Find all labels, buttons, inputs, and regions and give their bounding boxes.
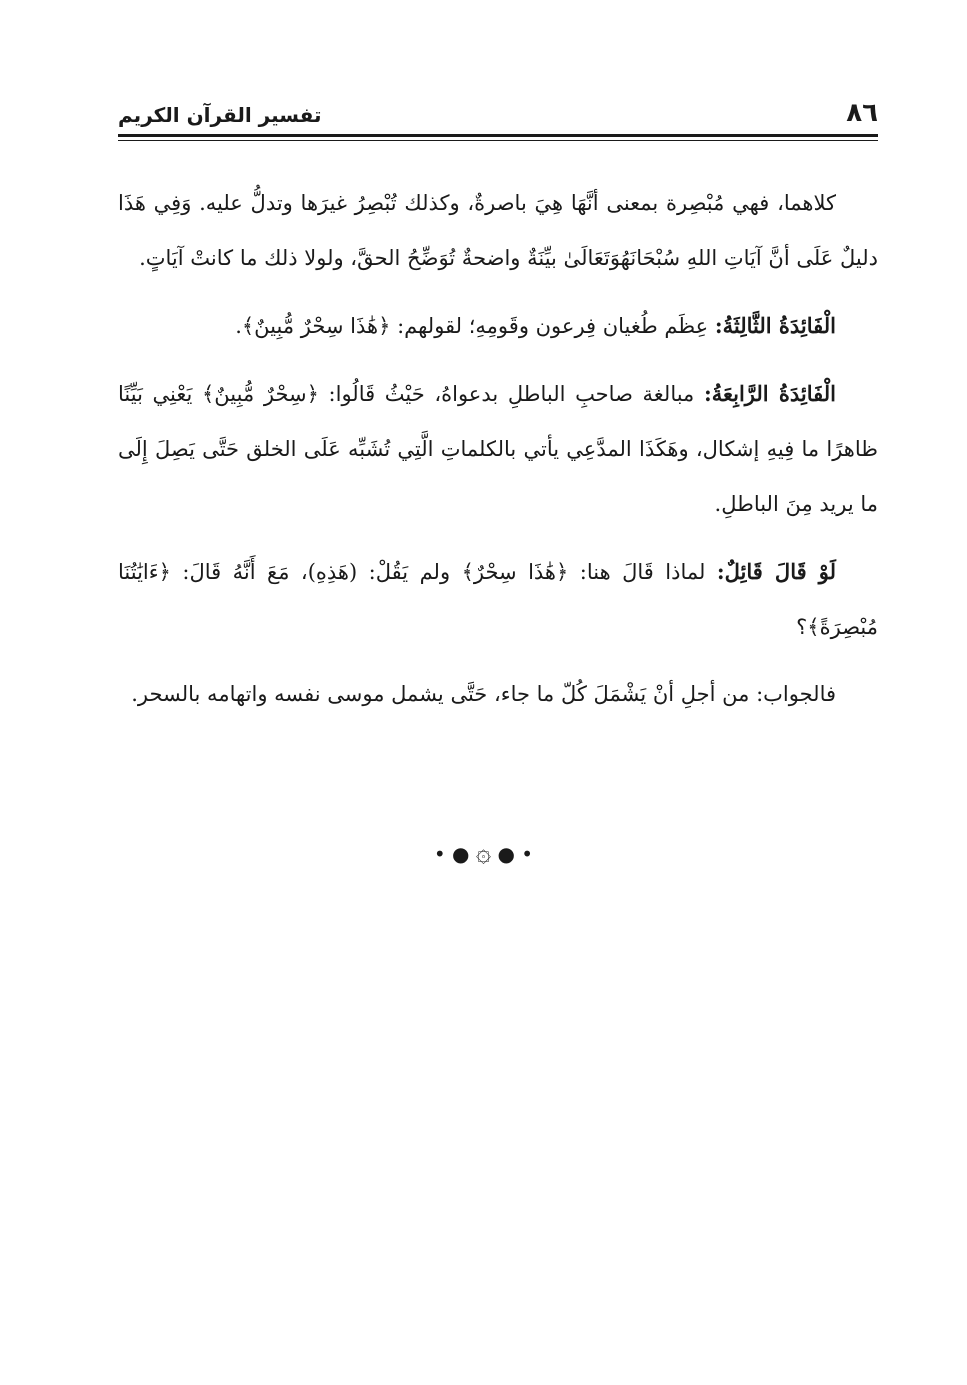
paragraph-2-text: عِظَم طُغيان فِرعون وقَومِهِ؛ لقولهم: ﴿هَٰذَا سِحْرٌ مُّبِينٌ﴾. bbox=[235, 314, 709, 338]
paragraph-3-text: مبالغة صاحبِ الباطلِ بدعواهُ، حَيْثُ قَالُوا: ﴿سِحْرٌ مُّبِينٌ﴾ يَعْنِي بَيِّنًا ظاهرًا ما فِيهِ إشكال، وهَكَذَا المدَّعِي يأتي بالكلماتِ الَّتِي تُشَبِّه عَلَى الخلق حَتَّى يَصِلَ إِلَى ما يريد مِنَ الباطلِ. bbox=[118, 382, 878, 516]
book-title: تفسير القرآن الكريم bbox=[118, 103, 322, 127]
paragraph-1-text: كلاهما، فهي مُبْصِرة بمعنى أنَّهَا هِيَ باصرةٌ، وكذلك تُبْصِرُ غيرَها وتدلُّ عليه. وَفِي هَذَا دليلٌ عَلَى أنَّ آيَاتِ اللهِ سُبْحَانَهُوَتَعَالَىٰ بيِّنَةٌ واضحةٌ تُوَضِّحُ الحقَّ، ولولا ذلك ما كانتْ آيَاتٍ. bbox=[118, 191, 878, 270]
section-end-ornament bbox=[0, 838, 967, 869]
ornament-dots-right: ● • bbox=[497, 842, 534, 866]
ornament-dots-left: • ● bbox=[433, 842, 470, 866]
paragraph-3 bbox=[118, 366, 878, 532]
paragraph-2-heading: الْفَائِدَةُ الثَّالِثَةُ: bbox=[714, 313, 836, 338]
paragraph-3-heading: الْفَائِدَةُ الرَّابِعَةُ: bbox=[703, 381, 836, 406]
paragraph-5-text: فالجواب: من أجلِ أنْ يَشْمَلَ كُلّ ما جاء، حَتَّى يشمل موسى نفسه واتهامه بالسحر. bbox=[131, 682, 836, 706]
paragraph-5 bbox=[118, 667, 878, 722]
paragraph-4 bbox=[118, 544, 878, 655]
header-rule-thick bbox=[118, 134, 878, 137]
paragraph-4-heading: لَوْ قَالَ قَائِلٌ: bbox=[716, 559, 836, 584]
page-number: ٨٦ bbox=[846, 98, 878, 128]
ornament-rosette-icon: ۞ bbox=[475, 838, 492, 868]
page-header bbox=[118, 96, 878, 136]
header-rule-thin bbox=[118, 140, 878, 141]
paragraph-2 bbox=[118, 298, 878, 354]
paragraph-4-text: لماذا قَالَ هنا: ﴿هَٰذَا سِحْرٌ﴾ ولم يَقُلْ: (هَذِهِ)، مَعَ أَنَّهُ قَالَ: ﴿ءَايَٰتُنَا مُبْصِرَةً﴾؟ bbox=[118, 560, 878, 639]
paragraph-1 bbox=[118, 176, 878, 286]
page-body bbox=[118, 176, 878, 734]
